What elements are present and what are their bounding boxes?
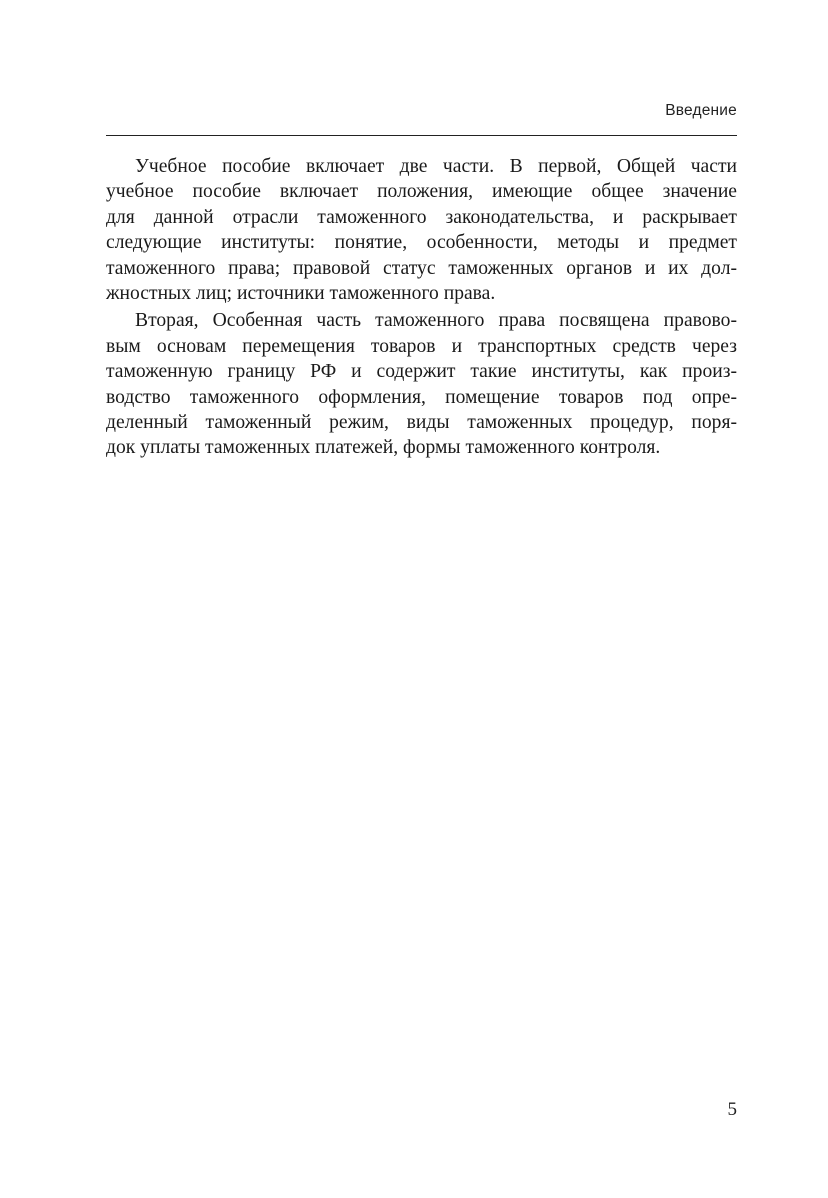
text-line: деленный таможенный режим, виды таможенных процедур, поря-: [106, 411, 737, 433]
header-rule: [106, 135, 737, 136]
text-line: для данной отрасли таможенного законодательства, и раскрывает: [106, 206, 737, 228]
text-line: Учебное пособие включает две части. В первой, Общей части: [135, 156, 737, 177]
text-line: таможенного права; правовой статус таможенных органов и их дол-: [106, 257, 737, 279]
text-line: Вторая, Особенная часть таможенного права посвящена правово-: [135, 310, 737, 332]
text-line: док уплаты таможенных платежей, формы таможенного контроля.: [106, 437, 661, 459]
text-line: таможенную границу РФ и содержит такие институты, как произ-: [106, 361, 737, 383]
text-line: жностных лиц; источники таможенного права.: [106, 282, 496, 304]
body-text: [106, 154, 737, 461]
text-line: следующие институты: понятие, особенности, методы и предмет: [106, 232, 737, 254]
paragraph-1: [106, 154, 737, 306]
text-line: водство таможенного оформления, помещение товаров под опре-: [106, 386, 737, 408]
paragraph-2: [106, 308, 737, 460]
text-line: учебное пособие включает положения, имеющие общее значение: [106, 181, 737, 203]
running-head-title: Введение: [665, 102, 737, 119]
text-line: вым основам перемещения товаров и транспортных средств через: [106, 335, 737, 357]
page-number: 5: [727, 1099, 737, 1120]
